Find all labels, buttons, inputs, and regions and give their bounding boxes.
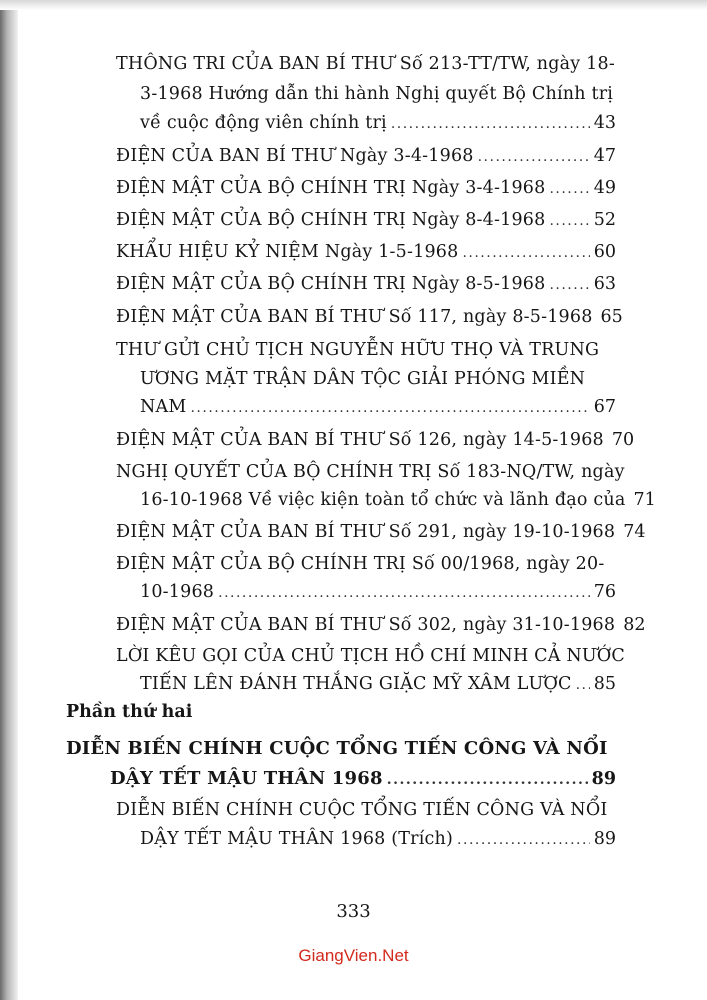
toc-section-title-line: DẬY TẾT MẬU THÂN 1968 xyxy=(110,768,383,789)
dot-leader xyxy=(478,149,590,165)
dot-leader xyxy=(218,585,590,601)
toc-entry-title-line: NGHỊ QUYẾT CỦA BỘ CHÍNH TRỊ Số 183-NQ/TW, ngày xyxy=(116,462,625,482)
page-number: 333 xyxy=(336,901,371,922)
dot-leader xyxy=(190,400,589,416)
toc-entry-title-line: ĐIỆN MẬT CỦA BAN BÍ THƯ Số 126, ngày 14-5-1968 xyxy=(116,430,604,450)
toc-entry-title-line: 10-1968 xyxy=(140,582,215,602)
toc-entry-title-line: ĐIỆN MẬT CỦA BỘ CHÍNH TRỊ Ngày 8-5-1968 xyxy=(116,274,546,294)
toc-entry-title-line: THƯ GỬI CHỦ TỊCH NGUYỄN HỮU THỌ VÀ TRUNG xyxy=(116,340,600,360)
toc-page-number: 89 xyxy=(591,769,616,789)
toc-entry-title-line: ĐIỆN MẬT CỦA BỘ CHÍNH TRỊ Ngày 3-4-1968 xyxy=(116,178,546,198)
toc-page-number: 43 xyxy=(593,113,616,133)
toc-entry-title-line: KHẨU HIỆU KỶ NIỆM Ngày 1-5-1968 xyxy=(116,242,459,262)
dot-leader xyxy=(549,277,589,293)
toc-entry-title-line: ĐIỆN MẬT CỦA BAN BÍ THƯ Số 117, ngày 8-5-1968 xyxy=(116,307,593,327)
toc-entry-title-line: DẬY TẾT MẬU THÂN 1968 (Trích) xyxy=(140,829,454,849)
toc-entry-title-line: NAM xyxy=(140,397,187,417)
toc-entry-title-line: 16-10-1968 Về việc kiện toàn tổ chức và lãnh đạo của xyxy=(140,490,626,510)
dot-leader xyxy=(549,181,589,197)
dot-leader xyxy=(576,677,590,693)
toc-entry-title-line: 3-1968 Hướng dẫn thi hành Nghị quyết Bộ Chính trị xyxy=(140,84,614,104)
toc-entry-title-line: THÔNG TRI CỦA BAN BÍ THƯ Số 213-TT/TW, ngày 18- xyxy=(116,54,615,74)
toc-section-title-line: DIỄN BIẾN CHÍNH CUỘC TỔNG TIẾN CÔNG VÀ NỔI xyxy=(66,738,608,759)
toc-page-number: 49 xyxy=(593,178,616,198)
toc-page-number: 65 xyxy=(600,307,623,327)
toc-page-number: 70 xyxy=(611,430,635,450)
toc-page-number: 52 xyxy=(593,210,616,230)
toc-entry-title-line: DIỄN BIẾN CHÍNH CUỘC TỔNG TIẾN CÔNG VÀ NỔI xyxy=(116,800,608,820)
watermark-text: GiangVien.Net xyxy=(298,946,409,965)
toc-entry-title-line: ƯƠNG MẶT TRẬN DÂN TỘC GIẢI PHÓNG MIỀN xyxy=(140,369,586,389)
toc-page-number: 67 xyxy=(593,397,616,417)
toc-page-number: 60 xyxy=(593,242,616,262)
toc-page-number: 63 xyxy=(593,274,616,294)
toc-page-number: 76 xyxy=(593,582,616,602)
toc-entry-title-line: ĐIỆN MẬT CỦA BAN BÍ THƯ Số 291, ngày 19-10-1968 xyxy=(116,522,616,542)
toc-entry-title-line: ĐIỆN MẬT CỦA BAN BÍ THƯ Số 302, ngày 31-10-1968 xyxy=(116,615,616,635)
toc-entry-title-line: về cuộc động viên chính trị xyxy=(140,113,387,133)
toc-page-number: 71 xyxy=(633,490,656,510)
dot-leader xyxy=(457,832,590,848)
toc-entry-title-line: ĐIỆN CỦA BAN BÍ THƯ Ngày 3-4-1968 xyxy=(116,146,474,166)
dot-leader xyxy=(387,772,588,788)
toc-page-number: 82 xyxy=(623,615,646,635)
toc-page-number: 47 xyxy=(593,146,616,166)
toc-page-number: 74 xyxy=(623,522,646,542)
toc-page-number: 85 xyxy=(593,674,616,694)
dot-leader xyxy=(462,245,589,261)
toc-entry-title-line: ĐIỆN MẬT CỦA BỘ CHÍNH TRỊ Số 00/1968, ngày 20- xyxy=(116,554,605,574)
toc-page-number: 89 xyxy=(593,829,616,849)
section-label: Phần thứ hai xyxy=(66,702,193,722)
dot-leader xyxy=(391,116,590,132)
toc-entry-title-line: TIẾN LÊN ĐÁNH THẮNG GIẶC MỸ XÂM LƯỢC xyxy=(140,674,572,694)
toc-entry-title-line: ĐIỆN MẬT CỦA BỘ CHÍNH TRỊ Ngày 8-4-1968 xyxy=(116,210,546,230)
dot-leader xyxy=(549,213,589,229)
toc-entry-title-line: LỜI KÊU GỌI CỦA CHỦ TỊCH HỒ CHÍ MINH CẢ NƯỚC xyxy=(116,646,625,666)
